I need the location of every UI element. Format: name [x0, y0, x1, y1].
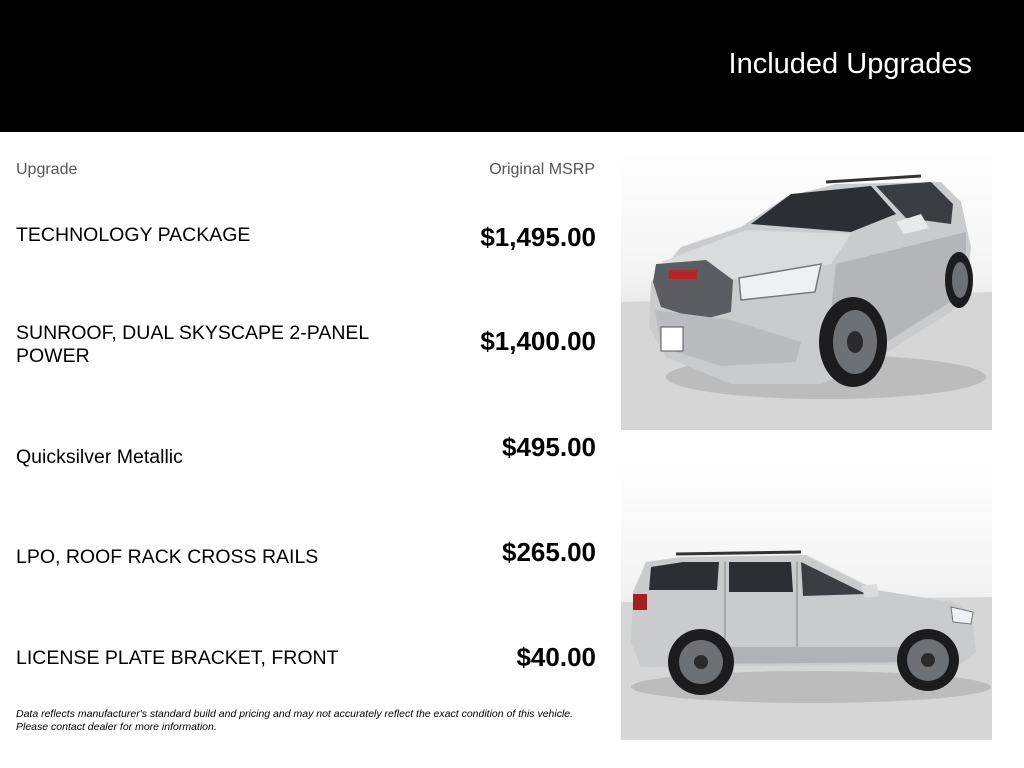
- msrp-column-header: Original MSRP: [489, 161, 595, 178]
- header-banner: [0, 0, 1024, 132]
- upgrade-row: [16, 322, 596, 382]
- upgrade-price: $40.00: [516, 642, 596, 672]
- upgrade-name: SUNROOF, DUAL SKYSCAPE 2-PANEL POWER: [16, 322, 369, 367]
- upgrade-row: [16, 222, 596, 282]
- upgrade-price: $495.00: [502, 432, 596, 462]
- disclaimer-text: Data reflects manufacturer's standard build and pricing and may not accurately reflect the exact condition of this vehicle. Please contact dealer for more information.: [16, 708, 574, 733]
- upgrade-price: $1,400.00: [480, 326, 596, 356]
- upgrade-column-header: Upgrade: [16, 161, 78, 178]
- upgrade-price: $265.00: [502, 537, 596, 567]
- upgrade-name: LICENSE PLATE BRACKET, FRONT: [16, 647, 339, 669]
- upgrade-row: [16, 642, 596, 702]
- upgrade-name: TECHNOLOGY PACKAGE: [16, 224, 251, 246]
- vehicle-photo-front: [621, 152, 992, 430]
- upgrade-price: $1,495.00: [480, 222, 596, 252]
- upgrade-row: [16, 537, 596, 597]
- upgrade-row: [16, 432, 596, 492]
- vehicle-photo-side: [621, 462, 992, 740]
- page-title: Included Upgrades: [728, 48, 972, 80]
- upgrade-name: Quicksilver Metallic: [16, 446, 183, 468]
- suv-front-illustration: [621, 152, 992, 430]
- upgrade-name: LPO, ROOF RACK CROSS RAILS: [16, 546, 319, 568]
- suv-side-illustration: [621, 462, 992, 740]
